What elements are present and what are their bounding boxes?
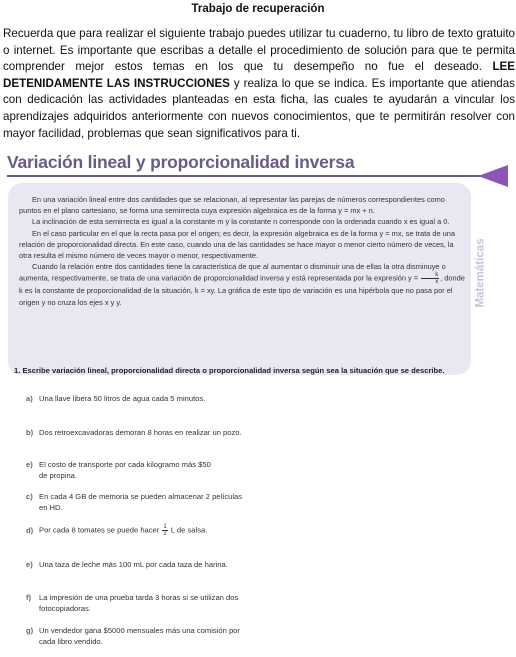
question-1 bbox=[14, 366, 504, 375]
concept-paragraph-1: En una variación lineal entre dos cantidades que se relacionan, al representar las parejas de números correspondientes como puntos en el plano cartesiano, se forma una semirrecta cuya expresión algebraica es de la forma y = mx + n. bbox=[19, 195, 445, 216]
concept-paragraph-3: En el caso particular en el que la recta pasa por el origen; es decir, la expresión algebraica es de la forma y = mx, se trata de una relación de proporcionalidad directa. En este caso, cuando una de las cantidades se hace mayor o menor cierto número de veces, la otra resulta el mismo número de veces mayor o menor, respectivamente. bbox=[19, 228, 455, 261]
item-text-cont: de propina. bbox=[39, 471, 77, 481]
item-letter: f) bbox=[26, 593, 32, 602]
item-letter: d) bbox=[26, 525, 34, 535]
intro-text-2: y realiza lo que se indica. Es importante que atiendas con dedicación las actividades planteadas en esta ficha, las cuales te ayudarán a vincular los aprendizajes adquiridos anteriormente con nuevos conocimientos, que te permitirán resolver con mayor facilidad, problemas que sean significativos para ti. bbox=[3, 76, 515, 140]
fraction-denominator: 2 bbox=[163, 531, 167, 537]
item-letter: g) bbox=[26, 626, 34, 635]
list-item bbox=[26, 459, 306, 481]
item-text-cont: cada libro vendido. bbox=[39, 637, 103, 647]
section-divider bbox=[7, 175, 485, 177]
concept-paragraph-4 bbox=[19, 261, 467, 308]
list-item bbox=[26, 559, 306, 570]
item-text: En cada 4 GB de memoria se pueden almacenar 2 películas bbox=[39, 492, 243, 501]
subject-label-text: Matemáticas bbox=[474, 238, 487, 308]
section-title: Variación lineal y proporcionalidad inversa bbox=[7, 152, 355, 172]
fraction-one-half bbox=[162, 524, 167, 537]
page-title: Trabajo de recuperación bbox=[191, 3, 325, 15]
question-number: 1. bbox=[14, 366, 21, 375]
fraction-numerator: k bbox=[421, 272, 439, 279]
concept-paragraph-2: La inclinación de esta semirrecta es igual a la constante m y la constante n corresponde con la ordenada cuando x es igual a 0. bbox=[32, 217, 450, 227]
item-letter: c) bbox=[26, 492, 33, 501]
item-text: El costo de transporte por cada kilogramo más $50 bbox=[39, 460, 211, 469]
item-text-cont: en HD. bbox=[39, 503, 63, 513]
item-text: Dos retroexcavadoras demoran 8 horas en realizar un pozo. bbox=[39, 428, 242, 437]
intro-bold-instructions: LEE DETENIDAMENTE LAS INSTRUCCIONES bbox=[3, 60, 515, 90]
subject-side-label bbox=[468, 232, 498, 312]
intro-text-1: Recuerda que para realizar el siguiente trabajo puedes utilizar tu cuaderno, tu libro de texto gratuito o internet. Es importante que escribas a detalle el procedimiento de solución para que te permita comprender mejor estos temas en los que tu desempeño no fue el deseado. bbox=[3, 27, 515, 74]
fraction-k-over-x bbox=[421, 272, 439, 285]
item-text: Una llave libera 50 litros de agua cada 5 minutos. bbox=[39, 394, 206, 403]
fraction-numerator: 1 bbox=[163, 524, 167, 530]
list-item bbox=[26, 524, 306, 537]
list-item bbox=[26, 393, 306, 404]
list-item bbox=[26, 592, 306, 614]
item-letter: e) bbox=[26, 560, 33, 569]
list-item bbox=[26, 427, 306, 438]
list-item bbox=[26, 625, 306, 647]
concept-text bbox=[19, 194, 467, 308]
concept-p4-before: Cuando la relación entre dos cantidades tiene la característica de que al aumentar o disminuir una de ellas la otra disminuye o aumenta, respectivamente, se trata de una variación de proporcionalidad inversa y está representada por la expresión y = bbox=[19, 262, 446, 283]
item-text-cont: fotocopiadoras. bbox=[39, 604, 91, 614]
question-text: Escribe variación lineal, proporcionalidad directa o proporcionalidad inversa según sea la situación que se describe. bbox=[22, 366, 445, 375]
arrow-left-icon bbox=[478, 165, 508, 187]
fraction-denominator: x bbox=[435, 279, 439, 286]
item-text-after: L de salsa. bbox=[168, 525, 208, 535]
concept-p4-after: , donde k es la constante de proporcionalidad de la situación, k = xy. La gráfica de este tipo de variación es una hipérbola que no pasa por el origen y no cruza los ejes x y y. bbox=[19, 273, 465, 307]
item-text-before: Por cada 8 tomates se puede hacer bbox=[39, 525, 162, 535]
intro-paragraph bbox=[3, 26, 515, 142]
item-letter: a) bbox=[26, 394, 33, 403]
item-text: La impresión de una prueba tarda 3 horas si se utilizan dos bbox=[39, 593, 239, 602]
item-letter: e) bbox=[26, 460, 33, 469]
list-item bbox=[26, 491, 306, 513]
item-text: Una taza de leche más 100 mL por cada taza de harina. bbox=[39, 560, 228, 569]
item-text: Un vendedor gana $5000 mensuales más una comisión por bbox=[39, 626, 240, 635]
item-letter: b) bbox=[26, 428, 34, 437]
